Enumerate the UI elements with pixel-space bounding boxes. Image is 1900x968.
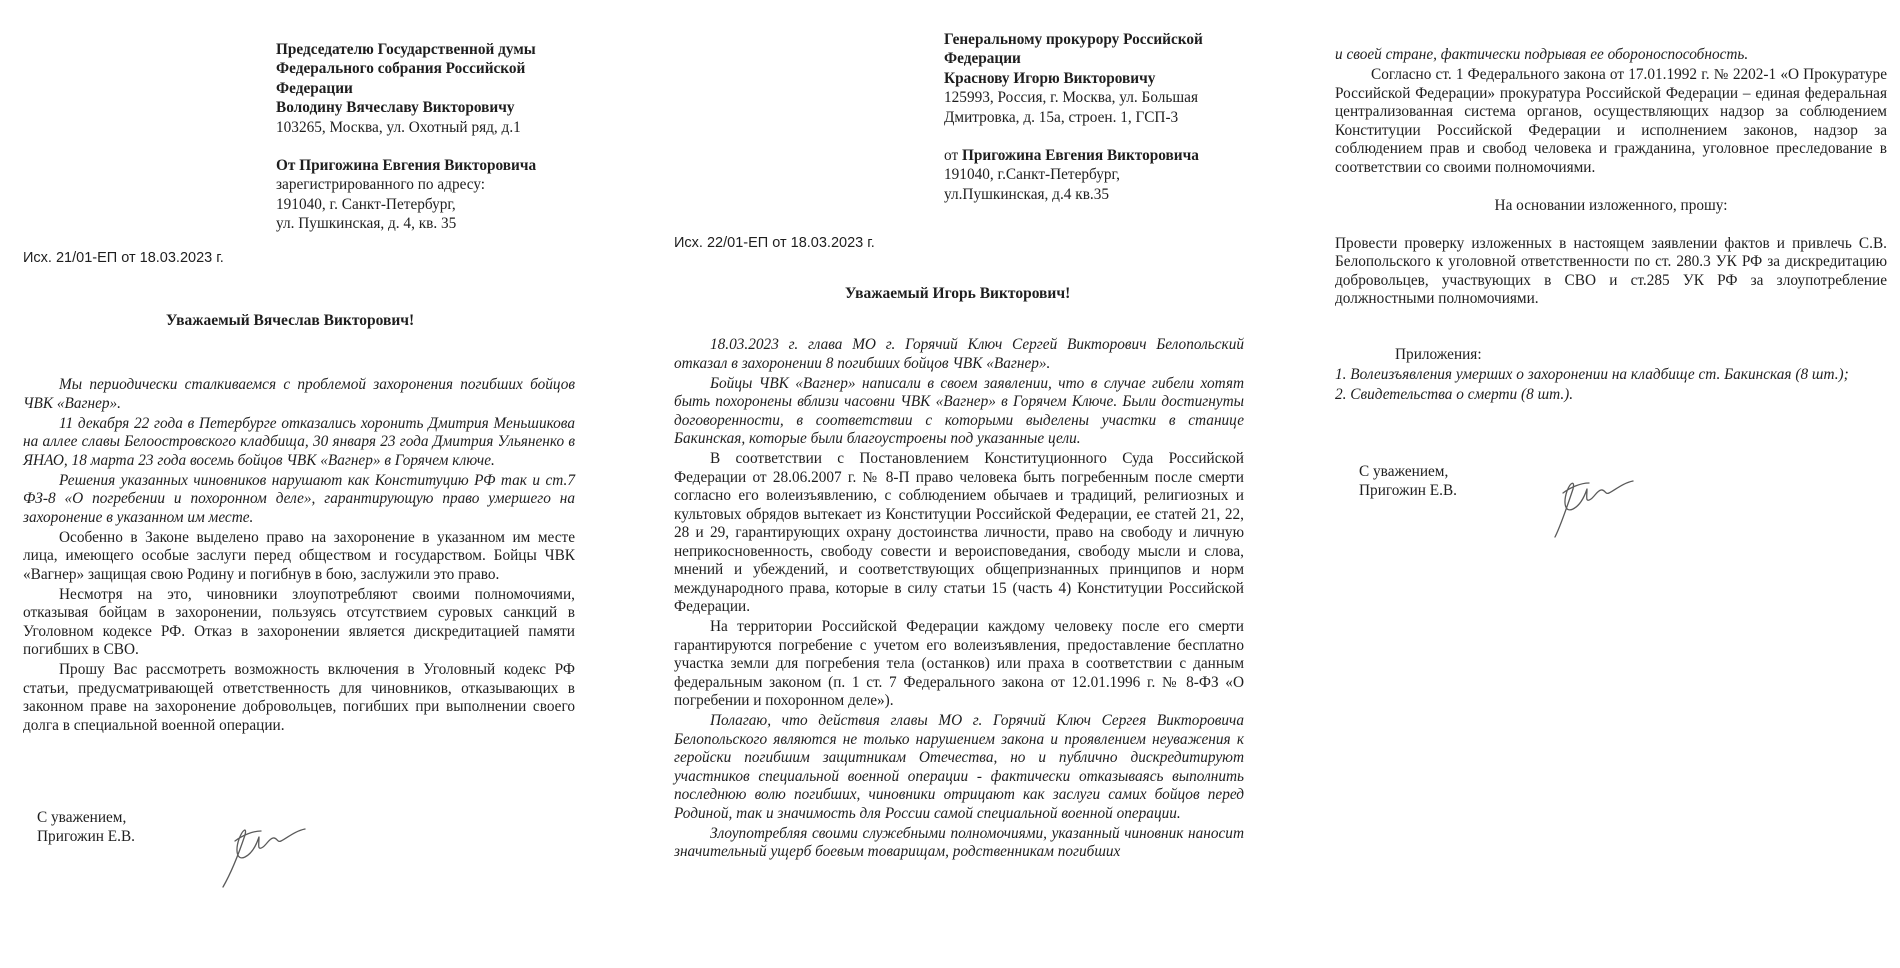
paragraph: В соответствии с Постановлением Конституционного Суда Российской Федерации от 28.06.2007 г. № 8-П право человека быть погребенным после смерти согласно его волеизъявлению, с соблюдением обычаев и традиций, религиозных и культовых обрядов вытекает из Конституции Российской Федерации, ее статей 21, 22, 28 и 29, гарантирующих охрану достоинства личности, право на свободу и личную неприкосновенность, свободу совести и вероисповедания, свободу мысли и слова, мнений и убеждений, и соответствующих общепризнанных принципов и норм международного права, которые в силу статьи 15 (часть 4) Конституции Российской Федерации. — [674, 450, 1244, 615]
recipient-line: Дмитровка, д. 15а, строен. 1, ГСП-3 — [944, 108, 1179, 126]
letter-body — [1335, 46, 1887, 406]
closing — [1359, 462, 1457, 500]
letter-1 — [0, 0, 610, 968]
sender-line: ул. Пушкинская, д. 4, кв. 35 — [276, 215, 457, 233]
request-intro: На основании изложенного, прошу: — [1494, 196, 1728, 214]
sender-line: зарегистрированного по адресу: — [276, 176, 486, 194]
paragraph: На территории Российской Федерации каждому человеку после его смерти гарантируются погребение с учетом его волеизъявления, предоставление бесплатно участка земли для погребения тела (останков) или праха в соответствии с данным федеральным законом (п. 1 ст. 7 Федерального закона от 12.01.1996 г. № 8-ФЗ «О погребении и похоронном деле»). — [674, 618, 1244, 709]
recipient-line: Генеральному прокурору Российской — [944, 31, 1203, 48]
outgoing-reference: Исх. 21/01-ЕП от 18.03.2023 г. — [23, 250, 224, 266]
sender-line: От Пригожина Евгения Викторовича — [276, 157, 537, 175]
letter-body — [674, 336, 1244, 863]
signature-icon — [205, 805, 325, 895]
paragraph: Несмотря на это, чиновники злоупотребляют своими полномочиями, отказывая бойцам в захоронении, пользуясь отсутствием суровых санкций в Уголовном кодексе РФ. Отказ в захоронении является дискредитацией памяти погибших в СВО. — [23, 585, 575, 658]
recipient-line: Федерации — [276, 79, 353, 97]
paragraph: 11 декабря 22 года в Петербурге отказались хоронить Дмитрия Меньшикова на аллее славы Белоостровского кладбища, 30 января 23 года Дмитрия Ульяненко в ЯНАО, 18 марта 23 года восемь бойцов ЧВК «Вагнер» в Горячем ключе. — [23, 414, 575, 469]
recipient-line: Председателю Государственной думы — [276, 41, 536, 58]
recipient-block — [944, 30, 1203, 204]
paragraph: Согласно ст. 1 Федерального закона от 17.01.1992 г. № 2202-1 «О Прокуратуре Российской Федерации» прокуратура Российской Федерации – единая федеральная централизованная система органов, осуществляющих надзор за соблюдением Конституции Российской Федерации и исполнением законов, надзор за соблюдением прав и свобод человека и гражданина, уголовное преследование в соответствии со своими полномочиями. — [1335, 66, 1887, 176]
paragraph: и своей стране, фактически подрывая ее обороноспособность. — [1335, 46, 1749, 63]
paragraph: Прошу Вас рассмотреть возможность включения в Уголовный кодекс РФ статьи, предусматривающей ответственность для чиновников, отказывающих в законном праве на захоронение добровольцев, погибших при выполнении своего долга в специальной военной операции. — [23, 661, 575, 734]
salutation: Уважаемый Игорь Викторович! — [845, 285, 1071, 302]
attachment-item: 1. Волеизъявления умерших о захоронении на кладбище ст. Бакинская (8 шт.); — [1335, 366, 1849, 383]
recipient-line: Краснову Игорю Викторовичу — [944, 69, 1156, 87]
recipient-line: Федерального собрания Российской — [276, 60, 526, 78]
attachments-title: Приложения: — [1395, 346, 1482, 363]
recipient-block — [276, 40, 536, 234]
letter-body — [23, 376, 575, 737]
closing-line: Пригожин Е.В. — [37, 828, 136, 845]
request-paragraph: Провести проверку изложенных в настоящем заявлении фактов и привлечь С.В. Белопольского к уголовной ответственности по ст. 280.3 УК РФ за дискредитацию добровольцев, участвующих в СВО и ст.285 УК РФ за злоупотребление должностными полномочиями. — [1335, 234, 1887, 307]
outgoing-reference: Исх. 22/01-ЕП от 18.03.2023 г. — [674, 235, 875, 251]
closing — [37, 808, 135, 846]
letter-2-continuation — [1320, 0, 1900, 968]
closing-line: С уважением, — [37, 809, 127, 826]
paragraph: Решения указанных чиновников нарушают как Конституцию РФ так и ст.7 ФЗ-8 «О погребении и похоронном деле», гарантирующую право умершего на захоронение в указанном им месте. — [23, 471, 575, 526]
paragraph: Полагаю, что действия главы МО г. Горячий Ключ Сергея Викторовича Белопольского являются не только нарушением закона и проявлением неуважения к геройски погибшим защитникам Отечества, но и публично дискредитируют участников специальной военной операции - фактически отказываясь выполнить последнюю волю погибших, чиновники отрицают как заслуги самих бойцов перед Родиной, так и значимость для России самой специальной военной операции. — [674, 712, 1244, 822]
sender-line: 191040, г. Санкт-Петербург, — [276, 195, 456, 213]
paragraph: Особенно в Законе выделено право на захоронение в указанном им месте лица, имеющего особые заслуги перед обществом и государством. Бойцы ЧВК «Вагнер» защищая свою Родину и погибнув в бою, заслужили это право. — [23, 528, 575, 583]
paragraph: Мы периодически сталкиваемся с проблемой захоронения погибших бойцов ЧВК «Вагнер». — [23, 376, 575, 412]
paragraph: Бойцы ЧВК «Вагнер» написали в своем заявлении, что в случае гибели хотят быть похоронены вблизи часовни ЧВК «Вагнер» в Горячем Ключе. Были достигнуты договоренности, в соответствии с которыми выделены участки в станице Бакинская, которые были благоустроены под указанные цели. — [674, 374, 1244, 447]
sender-prefix: от — [944, 147, 962, 165]
sender-name: Пригожина Евгения Викторовича — [961, 147, 1199, 165]
paragraph: 18.03.2023 г. глава МО г. Горячий Ключ Сергей Викторович Белопольский отказал в захоронении 8 погибших бойцов ЧВК «Вагнер». — [674, 336, 1244, 372]
sender-line: ул.Пушкинская, д.4 кв.35 — [944, 185, 1110, 203]
salutation: Уважаемый Вячеслав Викторович! — [166, 312, 415, 329]
attachment-item: 2. Свидетельства о смерти (8 шт.). — [1335, 386, 1574, 403]
recipient-line: 125993, Россия, г. Москва, ул. Большая — [944, 89, 1198, 107]
recipient-line: Володину Вячеславу Викторовичу — [276, 99, 515, 117]
closing-line: С уважением, — [1359, 463, 1449, 480]
letter-2 — [655, 0, 1270, 968]
paragraph: Злоупотребляя своими служебными полномочиями, указанный чиновник наносит значительный ущерб боевым товарищам, родственникам погибших — [674, 824, 1244, 860]
sender-line — [944, 146, 1203, 165]
recipient-line: Федерации — [944, 50, 1021, 68]
closing-line: Пригожин Е.В. — [1359, 482, 1458, 499]
signature-icon — [1535, 455, 1655, 545]
sender-line: 191040, г.Санкт-Петербург, — [944, 166, 1120, 184]
recipient-line: 103265, Москва, ул. Охотный ряд, д.1 — [276, 118, 521, 136]
